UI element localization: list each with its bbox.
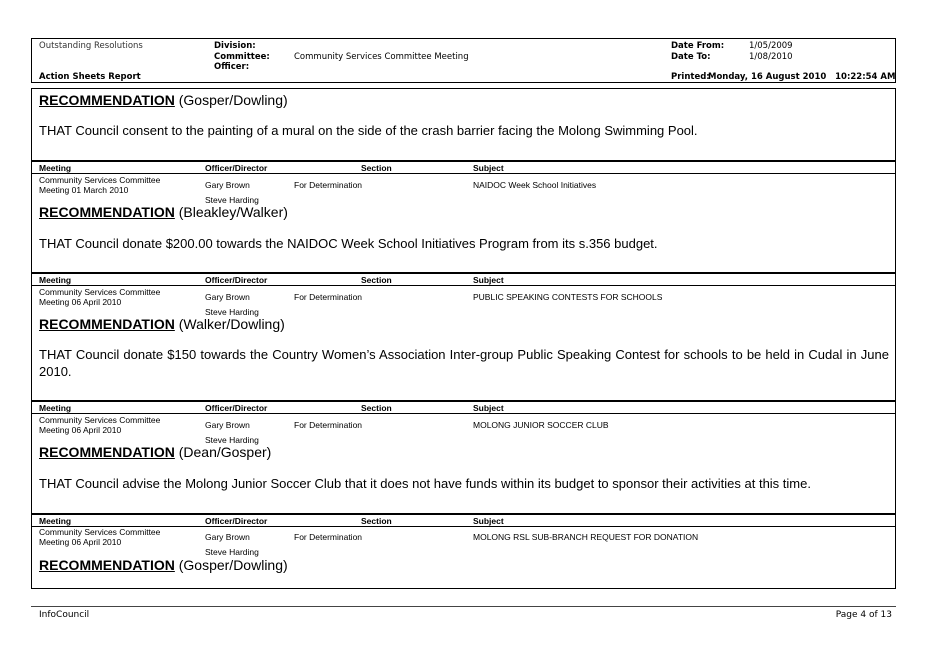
column-header-officer: Officer/Director (205, 163, 268, 173)
footer-page-number: Page 4 of 13 (835, 610, 892, 620)
column-header-meeting: Meeting (39, 275, 72, 285)
printed-label: Printed: (671, 72, 710, 82)
column-header-meeting: Meeting (39, 516, 72, 526)
section-divider (31, 160, 896, 162)
column-header-section: Section (361, 516, 392, 526)
recommendation-heading (39, 204, 288, 220)
section-divider (31, 513, 896, 515)
date-to-value: 1/08/2010 (749, 52, 793, 62)
recommendation-movers: (Gosper/Dowling) (178, 557, 288, 573)
meeting-name: Community Services Committee (39, 287, 161, 297)
column-header-officer: Officer/Director (205, 403, 268, 413)
section-value: For Determination (294, 180, 363, 190)
date-from-label: Date From: (671, 41, 725, 51)
column-header-officer: Officer/Director (205, 275, 268, 285)
header-underline (31, 285, 896, 286)
officer-label: Officer: (214, 62, 250, 72)
column-header-section: Section (361, 275, 392, 285)
printed-value: Monday, 16 August 2010 10:22:54 AM (708, 72, 896, 82)
meeting-name: Community Services Committee (39, 527, 161, 537)
column-header-subject: Subject (473, 163, 504, 173)
recommendation-text: THAT Council donate $150 towards the Country Women’s Association Inter-group Public Speaking Contest for schools to be held in Cudal in June 2010. (39, 347, 889, 379)
meeting-date: Meeting 06 April 2010 (39, 297, 122, 307)
recommendation-text: THAT Council consent to the painting of a mural on the side of the crash barrier facing the Molong Swimming Pool. (39, 123, 698, 138)
date-to-label: Date To: (671, 52, 711, 62)
report-name: Action Sheets Report (39, 72, 141, 82)
column-header-meeting: Meeting (39, 163, 72, 173)
recommendation-label: RECOMMENDATION (39, 444, 175, 460)
section-divider (31, 272, 896, 274)
subject-value: PUBLIC SPEAKING CONTESTS FOR SCHOOLS (473, 292, 663, 302)
officer-name: Gary Brown (205, 532, 250, 542)
meeting-date: Meeting 06 April 2010 (39, 425, 122, 435)
recommendation-text: THAT Council advise the Molong Junior Soccer Club that it does not have funds within its budget to sponsor their activities at this time. (39, 476, 811, 491)
recommendation-movers: (Gosper/Dowling) (178, 92, 288, 108)
subject-value: MOLONG JUNIOR SOCCER CLUB (473, 420, 609, 430)
recommendation-label: RECOMMENDATION (39, 204, 175, 220)
director-name: Steve Harding (205, 547, 259, 557)
recommendation-movers: (Walker/Dowling) (178, 316, 285, 332)
header-underline (31, 173, 896, 174)
recommendation-heading (39, 92, 288, 108)
recommendation-movers: (Dean/Gosper) (178, 444, 272, 460)
column-header-section: Section (361, 163, 392, 173)
director-name: Steve Harding (205, 435, 259, 445)
table-row (39, 415, 160, 435)
date-from-value: 1/05/2009 (749, 41, 793, 51)
officer-name: Gary Brown (205, 420, 250, 430)
committee-value: Community Services Committee Meeting (294, 52, 469, 62)
director-name: Steve Harding (205, 307, 259, 317)
recommendation-label: RECOMMENDATION (39, 92, 175, 108)
table-row (39, 527, 160, 547)
column-header-subject: Subject (473, 403, 504, 413)
division-label: Division: (214, 41, 256, 51)
column-header-officer: Officer/Director (205, 516, 268, 526)
report-left-title: Outstanding Resolutions (39, 41, 143, 51)
recommendation-label: RECOMMENDATION (39, 557, 175, 573)
recommendation-heading (39, 557, 288, 573)
section-value: For Determination (294, 532, 363, 542)
committee-label: Committee: (214, 52, 270, 62)
meeting-date: Meeting 01 March 2010 (39, 185, 129, 195)
recommendation-movers: (Bleakley/Walker) (178, 204, 288, 220)
column-header-meeting: Meeting (39, 403, 72, 413)
section-value: For Determination (294, 292, 363, 302)
header-underline (31, 413, 896, 414)
officer-name: Gary Brown (205, 292, 250, 302)
section-divider (31, 400, 896, 402)
footer-app-name: InfoCouncil (39, 610, 90, 620)
officer-name: Gary Brown (205, 180, 250, 190)
section-value: For Determination (294, 420, 363, 430)
table-row (39, 175, 160, 195)
header-underline (31, 526, 896, 527)
table-row (39, 287, 160, 307)
director-name: Steve Harding (205, 195, 259, 205)
column-header-subject: Subject (473, 516, 504, 526)
column-header-subject: Subject (473, 275, 504, 285)
meeting-name: Community Services Committee (39, 175, 161, 185)
footer-rule (31, 606, 896, 607)
recommendation-heading (39, 316, 285, 332)
recommendation-text: THAT Council donate $200.00 towards the NAIDOC Week School Initiatives Program from its s.356 budget. (39, 236, 658, 251)
recommendation-heading (39, 444, 271, 460)
meeting-date: Meeting 06 April 2010 (39, 537, 122, 547)
column-header-section: Section (361, 403, 392, 413)
subject-value: NAIDOC Week School Initiatives (473, 180, 597, 190)
meeting-name: Community Services Committee (39, 415, 161, 425)
recommendation-label: RECOMMENDATION (39, 316, 175, 332)
subject-value: MOLONG RSL SUB-BRANCH REQUEST FOR DONATION (473, 532, 699, 542)
